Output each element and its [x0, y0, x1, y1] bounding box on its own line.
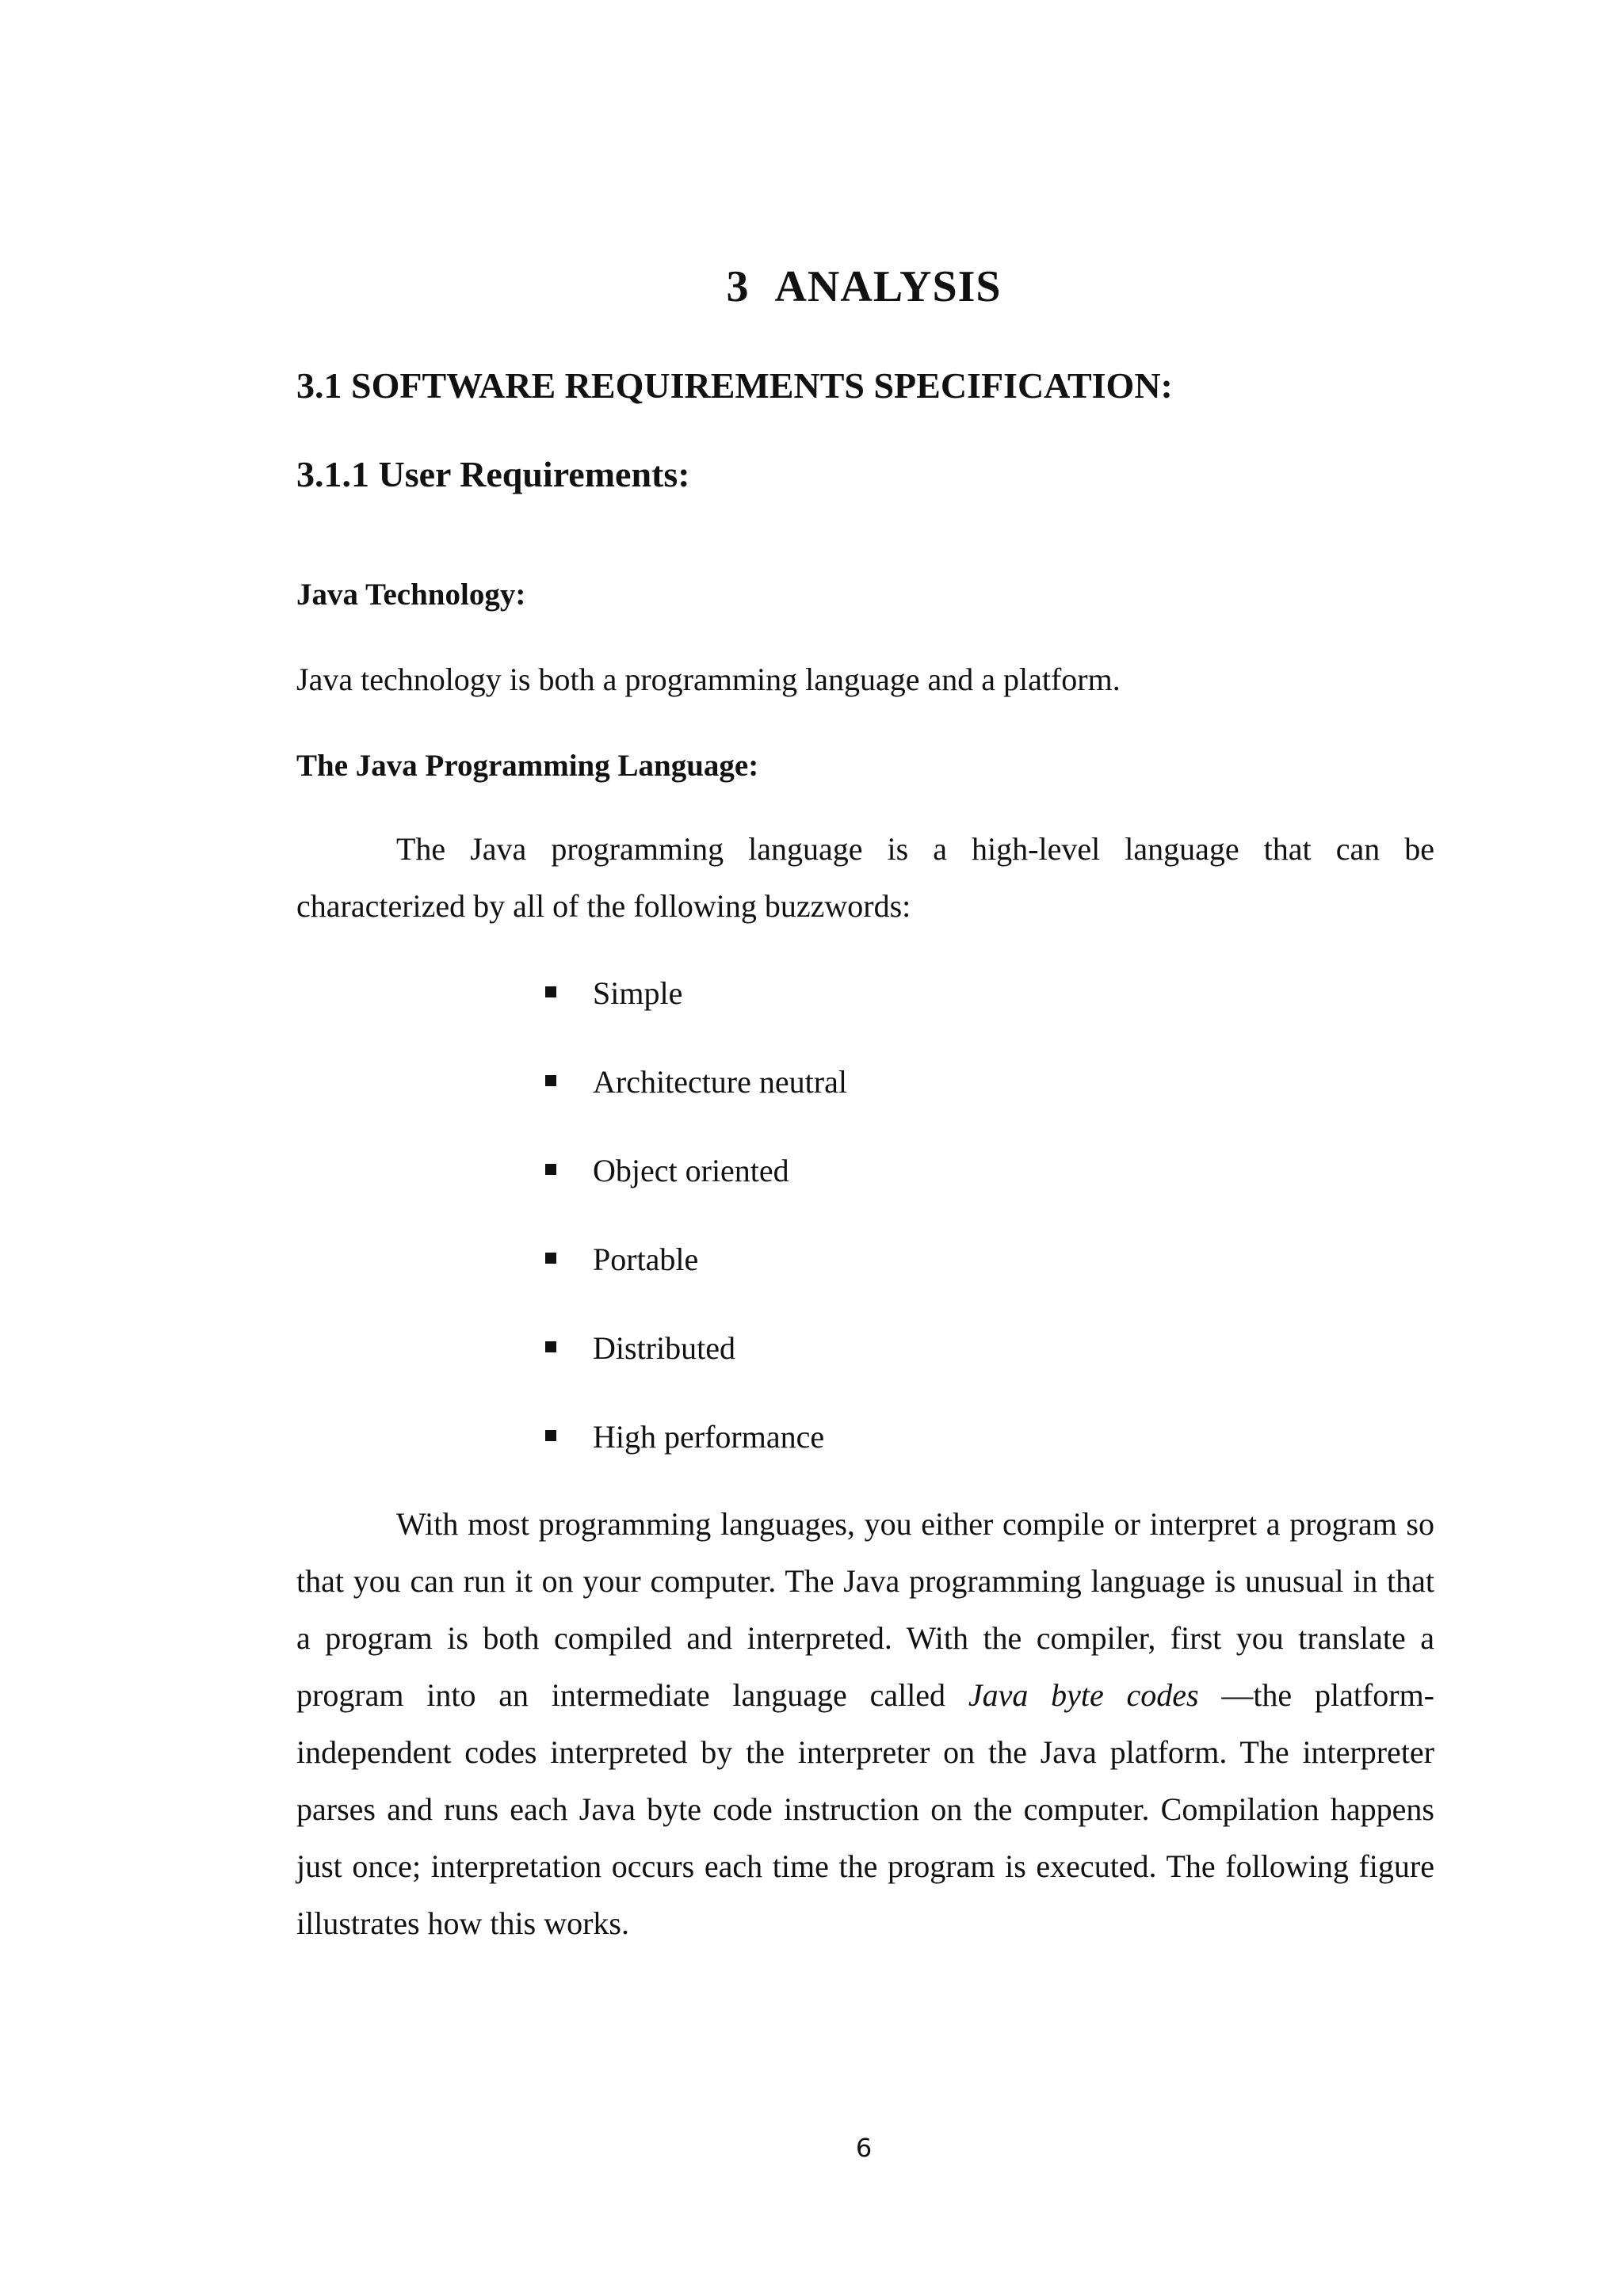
list-item	[545, 1054, 847, 1142]
buzzword-text: High performance	[593, 1419, 825, 1455]
list-item	[545, 1231, 847, 1320]
square-bullet-icon	[545, 1341, 556, 1352]
chapter-title	[0, 261, 1623, 312]
page-number: 6	[855, 2133, 873, 2163]
chapter-title-text: ANALYSIS	[774, 262, 1002, 311]
compilation-paragraph	[296, 1496, 1434, 1952]
java-language-heading: The Java Programming Language:	[296, 749, 759, 783]
square-bullet-icon	[545, 1075, 556, 1086]
buzzword-text: Simple	[593, 975, 683, 1011]
list-item	[545, 1320, 847, 1409]
list-item	[545, 965, 847, 1054]
square-bullet-icon	[545, 1164, 556, 1175]
compilation-text-part-2: —the platform-independent codes interpreted by the interpreter on the Java platform. The interpreter parses and runs each Java byte code instruction on the computer. Compilation happens just once; interpretation occurs each time the program is executed. The following figure illustrates how this works.	[296, 1677, 1435, 1941]
square-bullet-icon	[545, 1253, 556, 1264]
java-technology-heading: Java Technology:	[296, 578, 526, 612]
java-technology-text: Java technology is both a programming language and a platform.	[296, 662, 1121, 697]
square-bullet-icon	[545, 1430, 556, 1441]
java-byte-codes-term: Java byte codes	[968, 1677, 1199, 1713]
subsection-heading: 3.1.1 User Requirements:	[296, 454, 690, 494]
chapter-number: 3	[726, 262, 750, 311]
list-item	[545, 1409, 847, 1497]
buzzword-text: Object oriented	[593, 1153, 789, 1188]
buzzword-text: Architecture neutral	[593, 1064, 847, 1100]
buzzword-text: Distributed	[593, 1330, 735, 1366]
buzzword-text: Portable	[593, 1241, 699, 1277]
square-bullet-icon	[545, 986, 556, 997]
compilation-text-part-1: With most programming languages, you either compile or interpret a program so that you can run it on your computer. The Java programming language is unusual in that a program is both compiled and interpreted. With the compiler, first you translate a program into an intermediate language called	[296, 1506, 1434, 1713]
section-heading: 3.1 SOFTWARE REQUIREMENTS SPECIFICATION:	[296, 365, 1173, 406]
buzzword-list	[545, 965, 847, 1497]
list-item	[545, 1142, 847, 1231]
java-language-intro: The Java programming language is a high-level language that can be characterized by all of the following buzzwords:	[296, 831, 1434, 924]
